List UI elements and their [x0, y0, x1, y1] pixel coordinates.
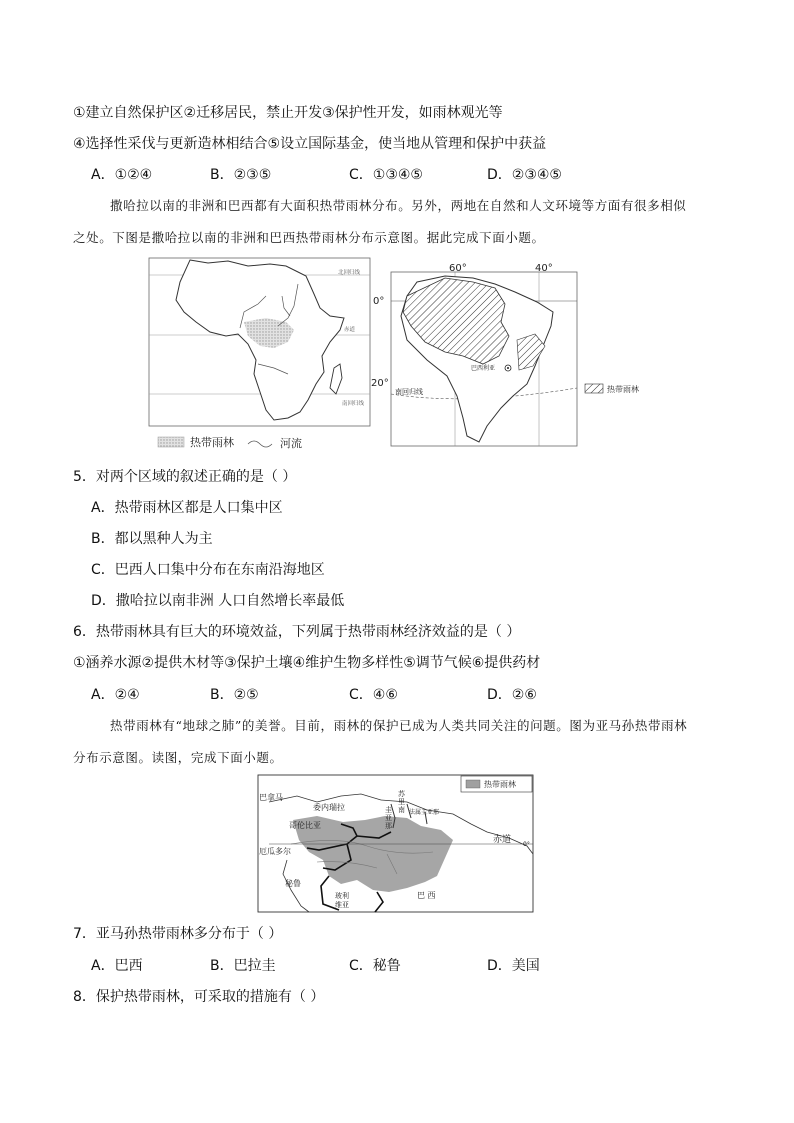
q8-stem: 8．保护热带雨林，可采取的措施有（ ）: [73, 989, 325, 1005]
africa-rainforest-map: [148, 256, 376, 456]
q4-option-c[interactable]: C．①③④⑤: [349, 167, 423, 183]
ecuador-label: 厄瓜多尔: [259, 847, 291, 856]
brazil-label: 巴 西: [417, 891, 436, 900]
q5-option-a[interactable]: A．热带雨林区都是人口集中区: [91, 500, 283, 516]
q7-option-c[interactable]: C．秘鲁: [349, 958, 401, 974]
q4-choices-line-1: ①建立自然保护区②迁移居民，禁止开发③保护性开发，如雨林观光等: [73, 105, 503, 121]
q7-option-b[interactable]: B．巴拉圭: [210, 958, 276, 974]
lon-60-label: 60°: [449, 263, 467, 274]
legend-rainforest-swatch: [158, 437, 184, 447]
q4-option-a[interactable]: A．①②④: [91, 167, 153, 183]
q4-choices-line-2: ④选择性采伐与更新造林相结合⑤设立国际基金，使当地从管理和保护中获益: [73, 136, 547, 152]
panama-label: 巴拿马: [259, 793, 283, 802]
amazon-rainforest-map: [257, 774, 535, 914]
q6-option-a[interactable]: A．②④: [91, 687, 140, 703]
suriname-label: 苏里南: [398, 790, 405, 814]
amazon-legend-label: 热带雨林: [484, 780, 516, 789]
africa-tropic-north-label: 北回归线: [338, 270, 361, 276]
q6-option-c[interactable]: C．④⑥: [349, 687, 398, 703]
intro-paragraph-2-line-1: 热带雨林有“地球之肺”的美誉。目前，雨林的保护已成为人类共同关注的问题。图为亚马孙热带雨林: [110, 718, 688, 733]
africa-tropic-south-label: 南回归线: [342, 401, 365, 407]
peru-label: 秘鲁: [285, 879, 301, 888]
q7-option-a[interactable]: A．巴西: [91, 958, 143, 974]
q6-option-b[interactable]: B．②⑤: [210, 687, 259, 703]
brazil-rainforest-map: [367, 256, 657, 452]
amazon-equator-label: 赤道: [493, 835, 512, 845]
french-guiana-label: 法属圭亚那: [409, 809, 440, 816]
intro-paragraph-1-line-2: 之处。下图是撒哈拉以南的非洲和巴西热带雨林分布示意图。据此完成下面小题。: [73, 230, 545, 245]
brazil-tropic-south-label: 南回归线: [395, 388, 423, 396]
q7-stem: 7．亚马孙热带雨林多分布于（ ）: [73, 926, 283, 942]
legend-rainforest-label: 热带雨林: [190, 436, 234, 449]
q7-option-d[interactable]: D．美国: [487, 958, 540, 974]
amazon-legend-swatch: [466, 780, 480, 788]
q6-option-d[interactable]: D．②⑥: [487, 687, 537, 703]
lon-40-label: 40°: [535, 263, 553, 274]
q5-option-b[interactable]: B．都以黑种人为主: [91, 531, 213, 547]
lat-0-label: 0°: [373, 296, 385, 307]
intro-paragraph-2-line-2: 分布示意图。读图，完成下面小题。: [73, 750, 283, 765]
q6-choices-line: ①涵养水源②提供木材等③保护土壤④维护生物多样性⑤调节气候⑥提供药材: [73, 655, 541, 671]
guyana-label: 圭亚那: [385, 806, 392, 830]
africa-equator-label: 赤道: [344, 327, 356, 333]
q4-option-d[interactable]: D．②③④⑤: [487, 167, 562, 183]
bolivia-label: 玻利维亚: [335, 892, 349, 909]
brasilia-label: 巴西利亚: [471, 365, 496, 372]
legend-river-symbol: [248, 441, 272, 447]
q6-stem: 6．热带雨林具有巨大的环境效益，下列属于热带雨林经济效益的是（ ）: [73, 624, 521, 640]
q5-option-d[interactable]: D．撒哈拉以南非洲 人口自然增长率最低: [91, 593, 345, 609]
brazil-legend-label: 热带雨林: [607, 385, 639, 394]
colombia-label: 哥伦比亚: [289, 821, 321, 830]
brazil-legend-swatch: [585, 384, 603, 393]
intro-paragraph-1-line-1: 撒哈拉以南的非洲和巴西都有大面积热带雨林分布。另外，两地在自然和人文环境等方面有很多相似: [110, 198, 687, 213]
legend-river-label: 河流: [280, 437, 302, 450]
venezuela-label: 委内瑞拉: [313, 803, 345, 812]
q5-option-c[interactable]: C．巴西人口集中分布在东南沿海地区: [91, 562, 325, 578]
q5-stem: 5．对两个区域的叙述正确的是（ ）: [73, 469, 297, 485]
q4-option-b[interactable]: B．②③⑤: [210, 167, 272, 183]
lat-20-label: 20°: [371, 378, 389, 389]
amazon-lat0-label: 0°: [523, 841, 530, 848]
